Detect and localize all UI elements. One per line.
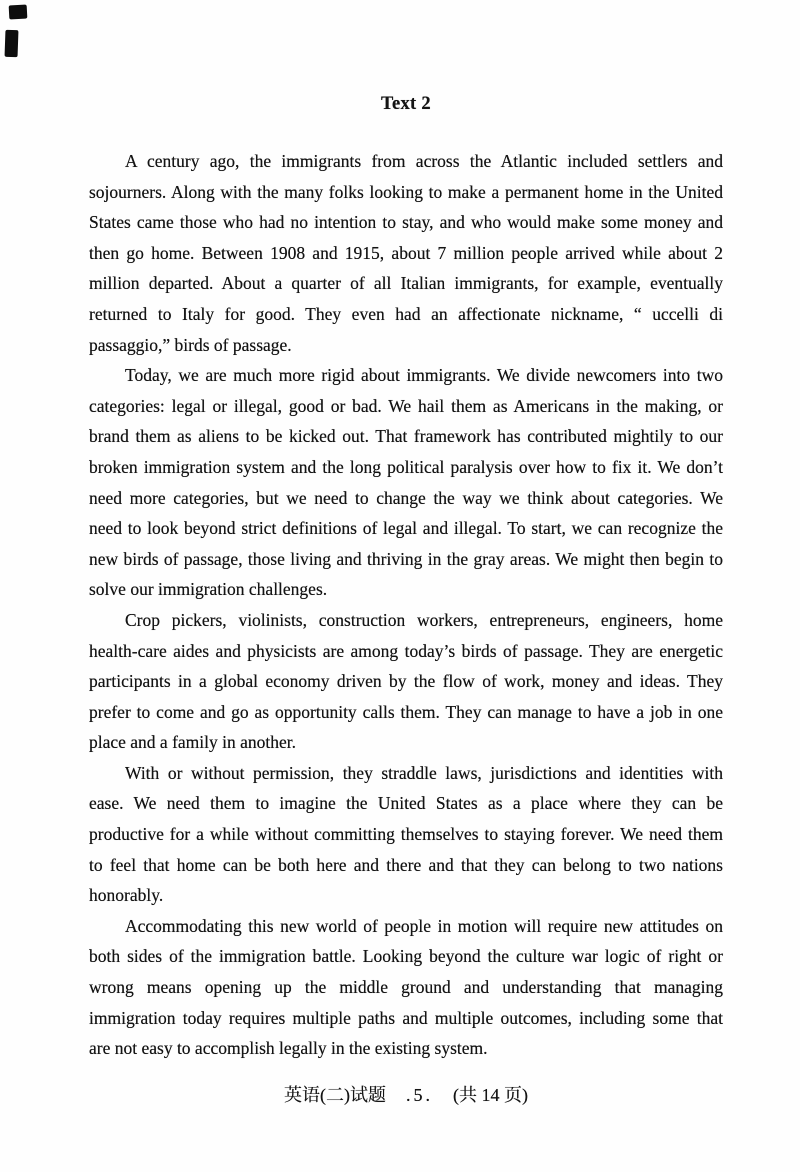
text-line: million departed. About a quarter of all Italian immigrants, for example, eventually [89,273,723,294]
text-body [89,146,723,1064]
text-line: place and a family in another. [89,732,297,753]
text-line: broken immigration system and the long political paralysis over how to fix it. We don’t [89,456,723,477]
text-line: prefer to come and go as opportunity calls them. They can manage to have a job in one [89,701,723,722]
text-line: Today, we are much more rigid about immigrants. We divide newcomers into two [125,365,723,386]
text-line: returned to Italy for good. They even had an affectionate nickname, “ uccelli di [89,303,723,324]
text-line: sojourners. Along with the many folks looking to make a permanent home in the United [89,181,723,202]
text-line: to feel that home can be both here and there and that they can belong to two nations [89,854,723,875]
text-line: health-care aides and physicists are among today’s birds of passage. They are energetic [89,640,723,661]
text-line: brand them as aliens to be kicked out. That framework has contributed mightily to our [89,426,723,447]
text-line: productive for a while without committing themselves to staying forever. We need them [89,824,723,845]
footer-page-number: .5. [406,1085,433,1105]
text-line: new birds of passage, those living and thriving in the gray areas. We might then begin to [89,548,723,569]
text-line: both sides of the immigration battle. Looking beyond the culture war logic of right or [89,946,723,967]
text-line: immigration today requires multiple paths and multiple outcomes, including some that [89,1007,723,1028]
text-line: solve our immigration challenges. [89,579,328,600]
page-footer [89,1082,723,1108]
text-line: wrong means opening up the middle ground and understanding that managing [89,977,723,998]
text-line: categories: legal or illegal, good or bad. We hail them as Americans in the making, or [89,395,723,416]
text-line: ease. We need them to imagine the United States as a place where they can be [89,793,723,814]
text-line: With or without permission, they straddle laws, jurisdictions and identities with [125,762,723,783]
text-line: passaggio,” birds of passage. [89,334,292,355]
page-title: Text 2 [381,94,431,114]
scan-artifact-mark-2 [5,30,19,57]
footer-exam-name: 英语(二)试题 [284,1085,386,1105]
text-line: Accommodating this new world of people in motion will require new attitudes on [125,915,723,936]
text-line: are not easy to accomplish legally in the existing system. [89,1038,488,1059]
footer-total-pages: (共 14 页) [453,1085,528,1105]
text-line: need more categories, but we need to change the way we think about categories. We [89,487,723,508]
text-line: States came those who had no intention to stay, and who would make some money and [89,212,723,233]
text-line: honorably. [89,885,164,906]
text-line: need to look beyond strict definitions of legal and illegal. To start, we can recognize the [89,518,723,539]
text-line: then go home. Between 1908 and 1915, about 7 million people arrived while about 2 [89,242,723,263]
scan-artifact-mark-1 [9,5,28,20]
text-line: Crop pickers, violinists, construction workers, entrepreneurs, engineers, home [125,609,723,630]
text-line: participants in a global economy driven by the flow of work, money and ideas. They [89,671,723,692]
text-line: A century ago, the immigrants from across the Atlantic included settlers and [125,151,723,171]
